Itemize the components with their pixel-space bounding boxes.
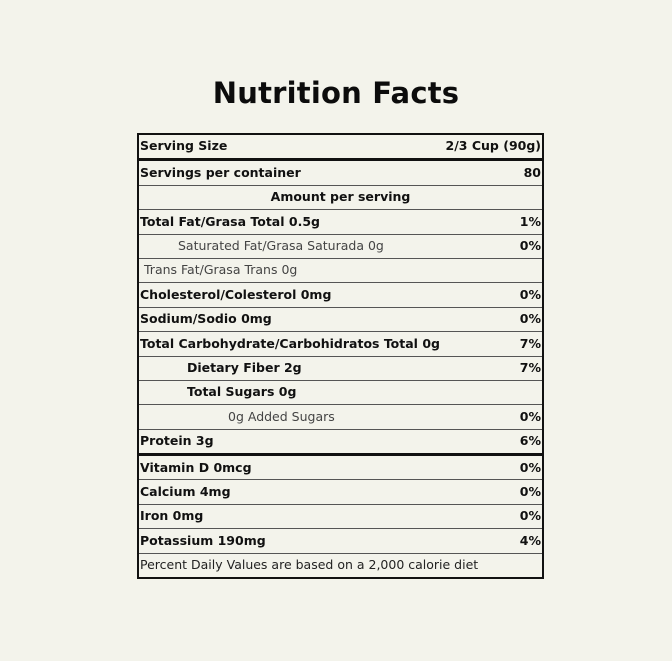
- nutrient-daily-value: 1%: [519, 213, 541, 229]
- nutrient-label: Total Sugars 0g: [187, 384, 297, 400]
- serving-size-label: Serving Size: [140, 138, 228, 154]
- footnote: Percent Daily Values are based on a 2,000 calorie diet: [140, 557, 479, 573]
- amount-per-serving-header: Amount per serving: [270, 189, 411, 205]
- nutrient-label: Total Fat/Grasa Total 0.5g: [140, 213, 320, 229]
- vitamin-daily-value: 0%: [519, 459, 541, 475]
- nutrient-row-cholesterol: [139, 283, 542, 307]
- servings-per-container-label: Servings per container: [140, 164, 301, 180]
- nutrient-daily-value: 0%: [519, 408, 541, 424]
- nutrient-daily-value: 6%: [519, 433, 541, 449]
- nutrient-label: Dietary Fiber 2g: [187, 359, 302, 375]
- nutrition-label: [137, 133, 544, 579]
- vitamin-daily-value: 0%: [519, 483, 541, 499]
- serving-size-row: [139, 135, 542, 161]
- nutrient-row-total-carbohydrate: [139, 332, 542, 356]
- nutrient-label: Total Carbohydrate/Carbohidratos Total 0g: [140, 335, 440, 351]
- nutrient-daily-value: 0%: [519, 238, 541, 253]
- nutrient-daily-value: 0%: [519, 286, 541, 302]
- vitamin-row-vitamin-d: [139, 456, 542, 480]
- page-title: Nutrition Facts: [212, 76, 460, 110]
- vitamin-daily-value: 0%: [519, 508, 541, 524]
- nutrient-daily-value: 7%: [519, 359, 541, 375]
- vitamin-row-potassium: [139, 529, 542, 553]
- nutrient-row-trans-fat: [139, 259, 542, 283]
- nutrient-label: Saturated Fat/Grasa Saturada 0g: [178, 238, 384, 253]
- amount-per-serving-row: [139, 186, 542, 210]
- vitamin-label: Potassium 190mg: [140, 532, 266, 548]
- nutrient-label: Sodium/Sodio 0mg: [140, 311, 272, 327]
- nutrient-label: Cholesterol/Colesterol 0mg: [140, 286, 332, 302]
- vitamin-row-iron: [139, 505, 542, 529]
- serving-size-value: 2/3 Cup (90g): [445, 138, 541, 154]
- vitamin-label: Calcium 4mg: [140, 483, 231, 499]
- nutrient-row-protein: [139, 430, 542, 456]
- servings-per-container-value: 80: [523, 164, 541, 180]
- vitamin-daily-value: 4%: [519, 532, 541, 548]
- nutrient-row-added-sugars: [139, 405, 542, 429]
- vitamin-label: Iron 0mg: [140, 508, 204, 524]
- servings-per-container-row: [139, 161, 542, 185]
- vitamin-row-calcium: [139, 480, 542, 504]
- footnote-row: [139, 554, 542, 577]
- nutrient-row-total-fat: [139, 210, 542, 234]
- vitamin-label: Vitamin D 0mcg: [140, 459, 252, 475]
- nutrient-daily-value: 0%: [519, 311, 541, 327]
- nutrient-row-saturated-fat: [139, 235, 542, 259]
- nutrient-label: 0g Added Sugars: [228, 408, 335, 424]
- nutrient-daily-value: 7%: [519, 335, 541, 351]
- nutrient-row-total-sugars: [139, 381, 542, 405]
- nutrient-row-dietary-fiber: [139, 357, 542, 381]
- nutrient-label: Protein 3g: [140, 433, 214, 449]
- nutrient-row-sodium: [139, 308, 542, 332]
- nutrient-label: Trans Fat/Grasa Trans 0g: [144, 262, 298, 278]
